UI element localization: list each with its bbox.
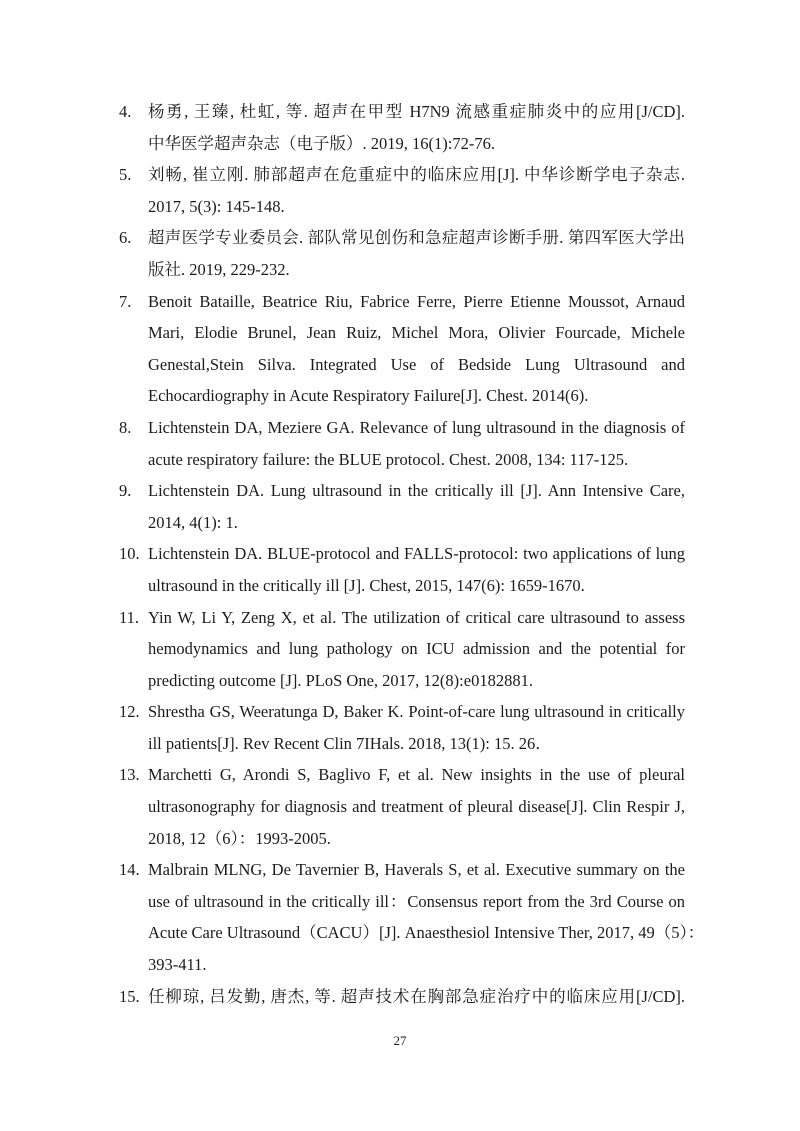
reference-text <box>148 696 685 759</box>
reference-item <box>119 602 685 697</box>
reference-item <box>119 981 685 1013</box>
reference-number: 12. <box>119 702 140 722</box>
reference-line: Lichtenstein DA. BLUE-protocol and FALLS-protocol: two applications of lung <box>148 544 685 564</box>
reference-item <box>119 475 685 538</box>
reference-number: 4. <box>119 102 132 121</box>
reference-line: Benoit Bataille, Beatrice Riu, Fabrice Ferre, Pierre Etienne Moussot, Arnaud <box>148 291 685 311</box>
reference-line: Malbrain MLNG, De Tavernier B, Haverals S, et al. Executive summary on the <box>148 860 685 880</box>
reference-line: Marchetti G, Arondi S, Baglivo F, et al. New insights in the use of pleural <box>148 765 685 785</box>
reference-line: 中华医学超声杂志（电子版）. 2019, 16(1):72-76. <box>148 133 495 153</box>
reference-line: use of ultrasound in the critically ill：Consensus report from the 3rd Course on <box>148 891 685 911</box>
page-number: 27 <box>393 1033 407 1048</box>
reference-text <box>148 759 685 854</box>
reference-text <box>148 222 685 285</box>
reference-line: 任柳琼, 吕发勤, 唐杰, 等. 超声技术在胸部急症治疗中的临床应用[J/CD]. <box>148 986 685 1006</box>
reference-line: 2018, 12（6）：1993-2005. <box>148 828 331 848</box>
reference-text <box>148 159 685 222</box>
reference-line: Echocardiography in Acute Respiratory Failure[J]. Chest. 2014(6). <box>148 386 589 406</box>
reference-number: 10. <box>119 544 140 564</box>
reference-line: ultrasonography for diagnosis and treatment of pleural disease[J]. Clin Respir J, <box>148 797 685 817</box>
reference-text <box>148 602 685 697</box>
reference-text <box>148 981 685 1013</box>
reference-item <box>119 854 705 980</box>
reference-item <box>119 696 685 759</box>
reference-number: 8. <box>119 417 132 437</box>
reference-line: Shrestha GS, Weeratunga D, Baker K. Point-of-care lung ultrasound in critically <box>148 702 685 722</box>
reference-number: 9. <box>119 481 132 501</box>
reference-line: 版社. 2019, 229-232. <box>148 259 290 279</box>
reference-line: ultrasound in the critically ill [J]. Chest, 2015, 147(6): 1659-1670. <box>148 575 585 595</box>
reference-item <box>119 96 685 159</box>
reference-line: 2014, 4(1): 1. <box>148 512 238 532</box>
reference-line: 刘畅, 崔立刚. 肺部超声在危重症中的临床应用[J]. 中华诊断学电子杂志. <box>148 165 685 185</box>
reference-text <box>148 475 685 538</box>
reference-number: 13. <box>119 765 140 785</box>
reference-line: ill patients[J]. Rev Recent Clin 7IHals. 2018, 13(1): 15. 26． <box>148 733 552 753</box>
reference-line: acute respiratory failure: the BLUE protocol. Chest. 2008, 134: 117-125. <box>148 449 629 469</box>
reference-line: Lichtenstein DA, Meziere GA. Relevance of lung ultrasound in the diagnosis of <box>148 417 685 437</box>
reference-item <box>119 159 685 222</box>
reference-line: Mari, Elodie Brunel, Jean Ruiz, Michel Mora, Olivier Fourcade, Michele <box>148 323 685 343</box>
reference-line: Genestal,Stein Silva. Integrated Use of Bedside Lung Ultrasound and <box>148 354 685 374</box>
reference-text <box>148 854 705 980</box>
reference-item <box>119 222 685 285</box>
reference-number: 7. <box>119 291 132 311</box>
reference-item <box>119 759 685 854</box>
reference-line: Lichtenstein DA. Lung ultrasound in the critically ill [J]. Ann Intensive Care, <box>148 481 685 501</box>
reference-number: 14. <box>119 860 140 880</box>
reference-line: 杨勇, 王臻, 杜虹, 等. 超声在甲型 H7N9 流感重症肺炎中的应用[J/CD]. <box>148 102 685 121</box>
reference-number: 15. <box>119 986 140 1006</box>
reference-line: 2017, 5(3): 145-148. <box>148 196 285 216</box>
reference-line: predicting outcome [J]. PLoS One, 2017, 12(8):e0182881. <box>148 670 533 690</box>
reference-text <box>148 286 685 412</box>
reference-line: hemodynamics and lung pathology on ICU admission and the potential for <box>148 639 685 659</box>
reference-text <box>148 96 685 159</box>
reference-line: 393-411. <box>148 955 207 975</box>
reference-number: 11. <box>119 607 140 627</box>
reference-text <box>148 538 685 601</box>
reference-item <box>119 412 685 475</box>
reference-line: Yin W, Li Y, Zeng X, et al. The utilization of critical care ultrasound to assess <box>148 607 685 627</box>
reference-number: 5. <box>119 165 132 185</box>
reference-number: 6. <box>119 228 132 248</box>
reference-text <box>148 412 685 475</box>
references-list <box>119 96 705 1012</box>
reference-line: 超声医学专业委员会. 部队常见创伤和急症超声诊断手册. 第四军医大学出 <box>148 228 685 248</box>
reference-line: Acute Care Ultrasound（CACU）[J]. Anaesthesiol Intensive Ther, 2017, 49（5）： <box>148 923 705 943</box>
reference-item <box>119 286 685 412</box>
reference-item <box>119 538 685 601</box>
